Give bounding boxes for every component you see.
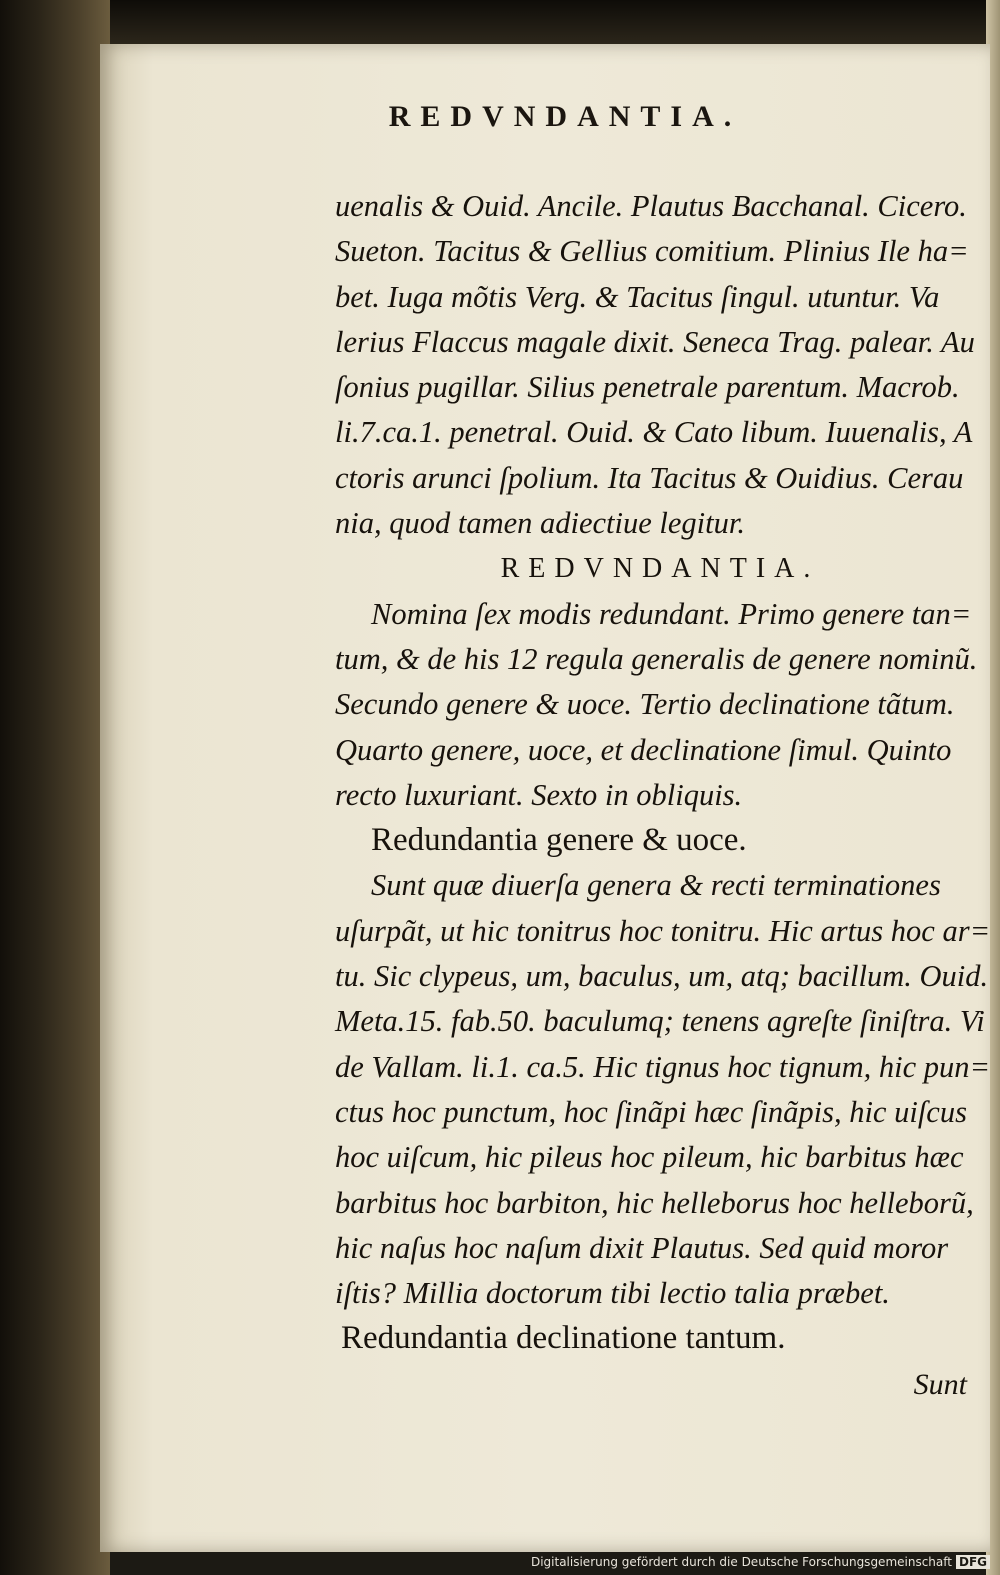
subheading: Redundantia genere & uoce. [371, 822, 747, 859]
text-line: barbitus hoc barbiton, hic helleborus hoc helleborũ, [335, 1185, 974, 1220]
text-line: hic naſus hoc naſum dixit Plautus. Sed quid moror [335, 1230, 949, 1265]
book-top-edge [0, 0, 1000, 48]
text-line: Secundo genere & uoce. Tertio declinatione tãtum. [335, 687, 955, 722]
subheading: Redundantia declinatione tantum. [341, 1320, 786, 1357]
book-page [100, 44, 990, 1552]
text-line: uſurpãt, ut hic tonitrus hoc tonitru. Hic artus hoc ar= [335, 913, 991, 948]
text-line: Sueton. Tacitus & Gellius comitium. Plinius Ile ha= [335, 234, 969, 269]
text-line: ctoris arunci ſpolium. Ita Tacitus & Ouidius. Cerau [335, 460, 964, 495]
text-line: uenalis & Ouid. Ancile. Plautus Bacchanal. Cicero. [335, 189, 967, 223]
text-line: lerius Flaccus magale dixit. Seneca Trag. palear. Au [335, 324, 975, 359]
dfg-logo: DFG [956, 1555, 990, 1569]
text-line: Sunt quæ diuerſa genera & recti terminationes [371, 868, 941, 903]
text-line: ſonius pugillar. Silius penetrale parentum. Macrob. [335, 370, 960, 405]
running-head: REDVNDANTIA. [388, 100, 742, 133]
text-line: nia, quod tamen adiectiue legitur. [335, 506, 745, 541]
text-line: Nomina ſex modis redundant. Primo genere tan= [371, 596, 972, 631]
text-line: recto luxuriant. Sexto in obliquis. [335, 777, 743, 812]
credit-text: Digitalisierung gefördert durch die Deutsche Forschungsgemeinschaft [530, 1555, 952, 1569]
text-line: Quarto genere, uoce, et declinatione ſimul. Quinto [335, 732, 952, 767]
text-line: li.7.ca.1. penetral. Ouid. & Cato libum. Iuuenalis, A [335, 415, 973, 450]
text-line: tu. Sic clypeus, um, baculus, um, atq; bacillum. Ouid. [335, 959, 989, 994]
text-line: iſtis? Millia doctorum tibi lectio talia præbet. [335, 1276, 890, 1311]
text-line: ctus hoc punctum, hoc ſinãpi hæc ſinãpis, hic uiſcus [335, 1094, 967, 1129]
catchword: Sunt [913, 1367, 967, 1401]
text-line: de Vallam. li.1. ca.5. Hic tignus hoc tignum, hic pun= [335, 1049, 991, 1084]
text-line: tum, & de his 12 regula generalis de genere nominũ. [335, 641, 978, 676]
page-text [335, 184, 991, 1407]
text-line: bet. Iuga mõtis Verg. & Tacitus ſingul. utuntur. Va [335, 279, 940, 314]
text-line: Meta.15. fab.50. baculumq; tenens agreſte ſiniſtra. Vi [335, 1004, 985, 1039]
section-heading: REDVNDANTIA. [500, 553, 820, 585]
book-binding [0, 0, 110, 1575]
digitization-credit [531, 1555, 990, 1569]
text-line: hoc uiſcum, hic pileus hoc pileum, hic barbitus hæc [335, 1140, 964, 1175]
